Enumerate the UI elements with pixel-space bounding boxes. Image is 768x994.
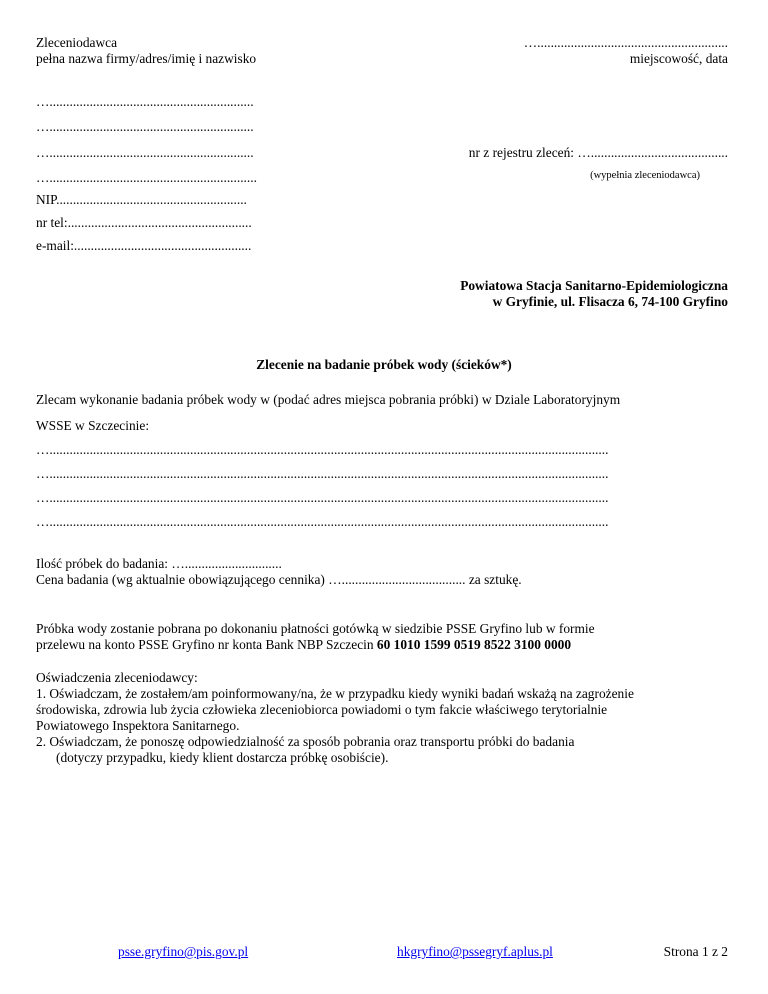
email-field[interactable]: e-mail:..................................................... bbox=[36, 238, 252, 253]
phone-field[interactable]: nr tel:....................................................... bbox=[36, 215, 252, 230]
declaration-2-line-1: 2. Oświadczam, że ponoszę odpowiedzialność za sposób pobrania oraz transportu próbki do badania bbox=[36, 734, 575, 749]
declarations-title: Oświadczenia zleceniodawcy: bbox=[36, 670, 198, 685]
recipient-line-1: Powiatowa Stacja Sanitarno-Epidemiologiczna bbox=[460, 278, 728, 293]
document-title: Zlecenie na badanie próbek wody (ścieków*) bbox=[256, 357, 512, 372]
client-line-2[interactable]: …............................................................. bbox=[36, 119, 254, 134]
register-note: (wypełnia zleceniodawca) bbox=[590, 170, 700, 181]
price-field[interactable]: Cena badania (wg aktualnie obowiązującego cennika) …..................................... za sztukę. bbox=[36, 572, 522, 587]
sample-count-field[interactable]: Ilość próbek do badania: …............................. bbox=[36, 556, 282, 571]
address-line-4[interactable]: …....................................................................................................................................................................... bbox=[36, 514, 609, 529]
declaration-1-line-2: środowiska, zdrowia lub życia człowieka zleceniobiorca powiadomi o tym fakcie właściwego terytorialnie bbox=[36, 702, 608, 717]
recipient-line-2: w Gryfinie, ul. Flisacza 6, 74-100 Gryfino bbox=[492, 294, 728, 309]
intro-line-1: Zlecam wykonanie badania próbek wody w (podać adres miejsca pobrania próbki) w Dziale Laboratoryjnym bbox=[36, 392, 621, 407]
client-line-1[interactable]: …............................................................. bbox=[36, 94, 254, 109]
client-sublabel: pełna nazwa firmy/adres/imię i nazwisko bbox=[36, 51, 257, 66]
place-date-field[interactable]: …......................................................... bbox=[523, 35, 728, 50]
payment-line-2 bbox=[36, 637, 571, 653]
account-number: 60 1010 1599 0519 8522 3100 0000 bbox=[376, 637, 572, 652]
client-line-4[interactable]: ….............................................................. bbox=[36, 170, 257, 185]
nip-field[interactable]: NIP......................................................... bbox=[36, 192, 247, 207]
place-date-label: miejscowość, data bbox=[629, 51, 728, 66]
payment-line-1: Próbka wody zostanie pobrana po dokonaniu płatności gotówką w siedzibie PSSE Gryfino lub w formie bbox=[36, 621, 595, 636]
address-line-1[interactable]: …....................................................................................................................................................................... bbox=[36, 442, 609, 457]
register-number-field[interactable]: nr z rejestru zleceń: …......................................... bbox=[468, 145, 728, 160]
payment-line-2-text: przelewu na konto PSSE Gryfino nr konta Bank NBP Szczecin bbox=[36, 637, 377, 652]
declaration-1-line-1: 1. Oświadczam, że zostałem/am poinformowany/na, że w przypadku kiedy wyniki badań wskażą na zagrożenie bbox=[36, 686, 634, 701]
client-label: Zleceniodawca bbox=[36, 35, 118, 50]
declaration-2-line-2: (dotyczy przypadku, kiedy klient dostarcza próbkę osobiście). bbox=[56, 750, 389, 765]
client-line-3[interactable]: …............................................................. bbox=[36, 145, 254, 160]
intro-line-2: WSSE w Szczecinie: bbox=[36, 418, 150, 433]
page-number: Strona 1 z 2 bbox=[663, 944, 728, 959]
address-line-2[interactable]: …....................................................................................................................................................................... bbox=[36, 466, 609, 481]
address-line-3[interactable]: …....................................................................................................................................................................... bbox=[36, 490, 609, 505]
footer-email-hk[interactable]: hkgryfino@pssegryf.aplus.pl bbox=[397, 944, 553, 959]
declaration-1-line-3: Powiatowego Inspektora Sanitarnego. bbox=[36, 718, 240, 733]
footer-email-psse[interactable]: psse.gryfino@pis.gov.pl bbox=[118, 944, 249, 959]
